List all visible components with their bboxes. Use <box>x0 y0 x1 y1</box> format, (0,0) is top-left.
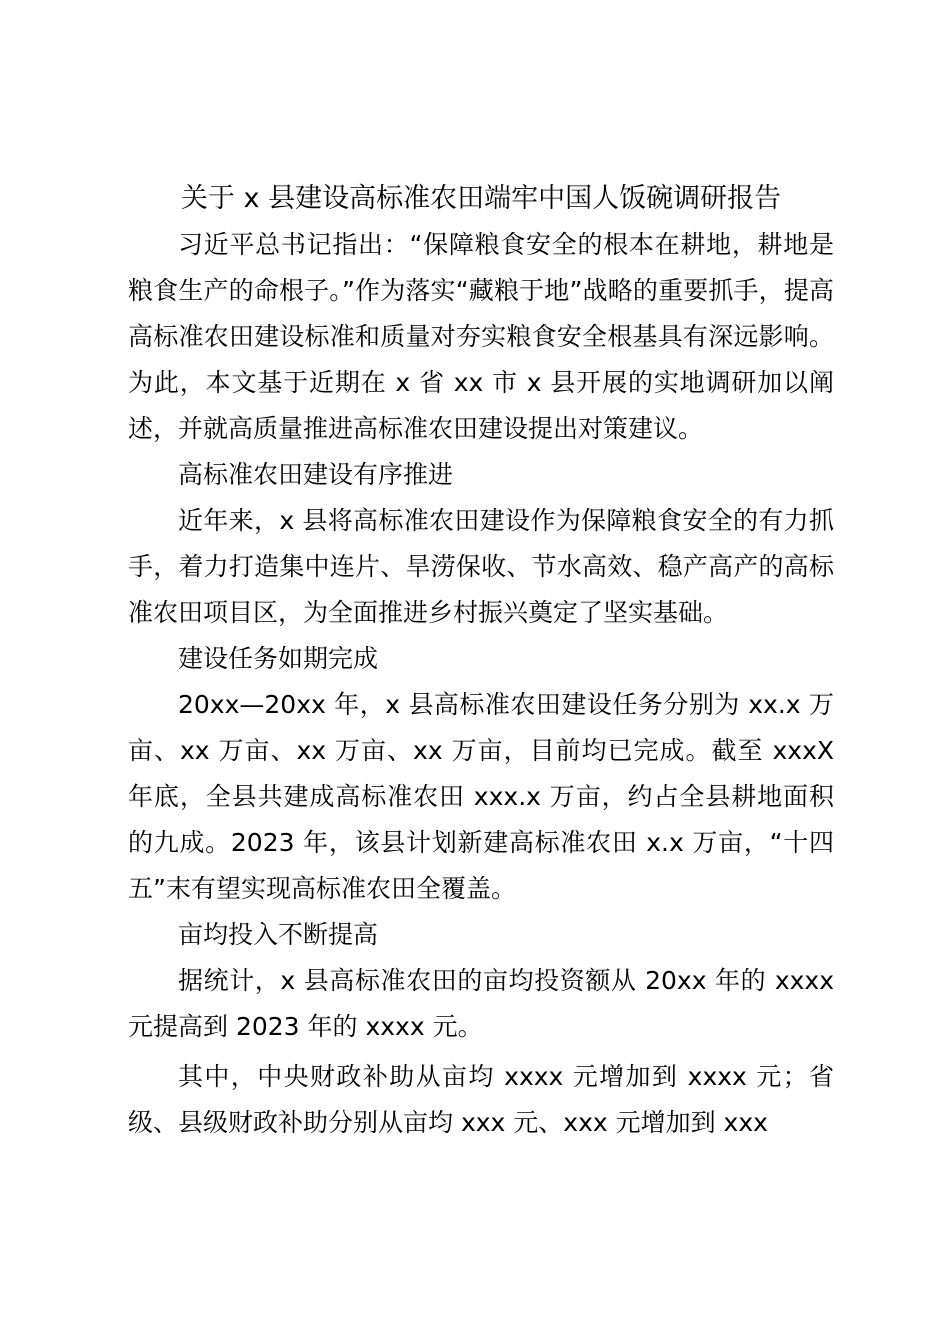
section-heading-tasks: 建设任务如期完成 <box>178 644 379 673</box>
paragraph-subsidy: 其中，中央财政补助从亩均 xxxx 元增加到 xxxx 元；省级、县级财政补助分别从亩均 xxx 元、xxx 元增加到 xxx <box>128 1062 834 1137</box>
paragraph-progress: 近年来，x 县将高标准农田建设作为保障粮食安全的有力抓手，着力打造集中连片、旱涝保收、节水高效、稳产高产的高标准农田项目区，为全面推进乡村振兴奠定了坚实基础。 <box>128 506 834 627</box>
section-heading-investment: 亩均投入不断提高 <box>178 920 379 949</box>
paragraph-tasks: 20xx—20xx 年，x 县高标准农田建设任务分别为 xx.x 万亩、xx 万亩、xx 万亩、xx 万亩，目前均已完成。截至 xxxX 年底，全县共建成高标准农田 xxx.x 万亩，约占全县耕地面积的九成。2023 年，该县计划新建高标准农田 x.x 万亩，“十四五”末有望实现高标准农田全覆盖。 <box>128 690 834 903</box>
section-heading-progress: 高标准农田建设有序推进 <box>178 460 454 489</box>
paragraph-intro: 习近平总书记指出：“保障粮食安全的根本在耕地，耕地是粮食生产的命根子。”作为落实“藏粮于地”战略的重要抓手，提高高标准农田建设标准和质量对夯实粮食安全根基具有深远影响。为此，本文基于近期在 x 省 xx 市 x 县开展的实地调研加以阐述，并就高质量推进高标准农田建设提出对策建议。 <box>128 230 834 443</box>
paragraph-investment: 据统计，x 县高标准农田的亩均投资额从 20xx 年的 xxxx 元提高到 2023 年的 xxxx 元。 <box>128 966 834 1041</box>
document-title: 关于 x 县建设高标准农田端牢中国人饭碗调研报告 <box>180 183 782 214</box>
document-body <box>128 222 834 1146</box>
